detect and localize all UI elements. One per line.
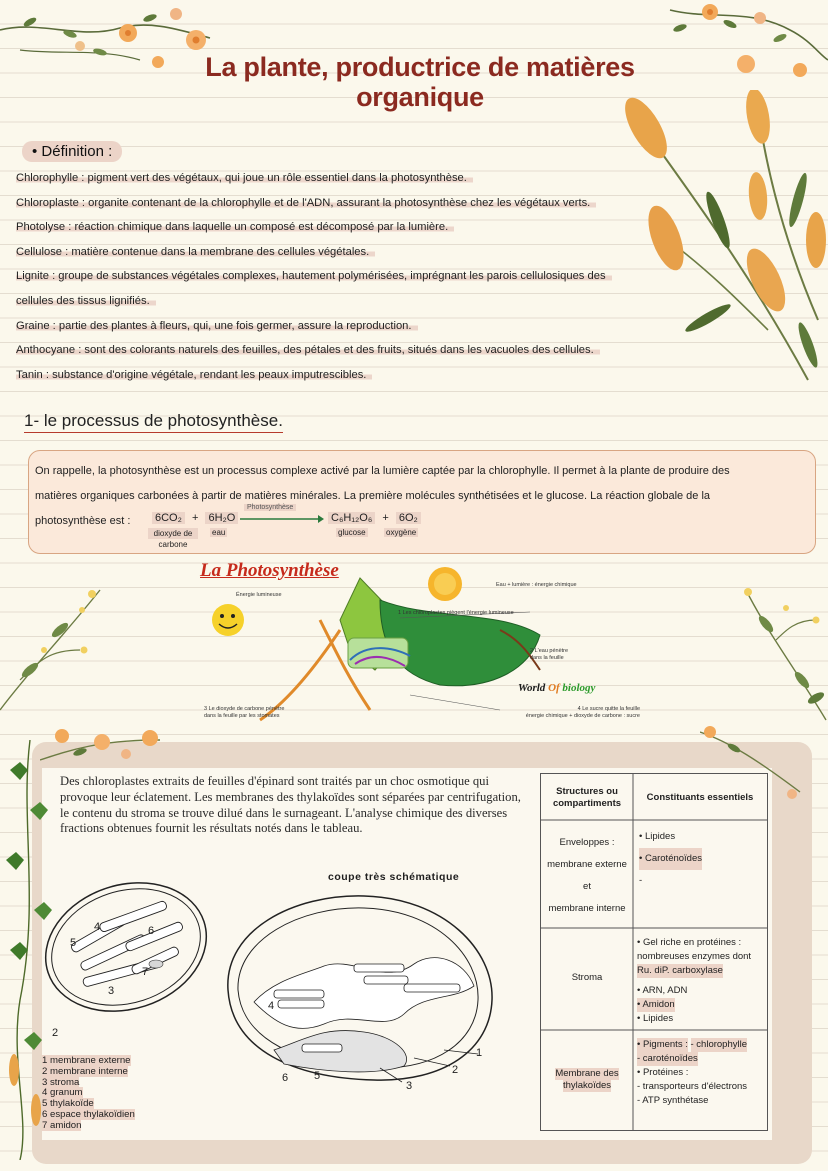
definition-item: Chloroplaste : organite contenant de la chlorophylle et de l'ADN, assurant la photosynthèse chez les végétaux verts. — [16, 191, 676, 216]
large-label-1: 1 — [476, 1047, 483, 1059]
legend-item: 4 granum — [42, 1087, 83, 1099]
illustration-title: La Photosynthèse — [200, 560, 339, 581]
definition-item: Photolyse : réaction chimique dans laquelle un composé est décomposé par la lumière. — [16, 215, 676, 240]
equation-products — [328, 512, 421, 524]
equation-o2: 6O₂ — [396, 512, 421, 524]
diagram-legend — [42, 1056, 135, 1132]
equation-co2: 6CO₂ — [152, 512, 185, 524]
intro-line-3: photosynthèse est : — [35, 515, 131, 527]
definition-item: Graine : partie des plantes à fleurs, qui, une fois germer, assure la reproduction. — [16, 314, 676, 339]
label-step-1: 1 Les chloroplastes piègent l'énergie lumineuse — [398, 610, 514, 616]
label-step-3: 3 Le dioxyde de carbone pénètre dans la feuille par les stomates — [204, 706, 285, 719]
small-label-7: 7 — [142, 966, 149, 978]
equation-label-o2: oxygène — [386, 528, 417, 537]
results-table — [540, 773, 768, 1131]
small-label-6: 6 — [148, 925, 155, 937]
legend-item: 1 membrane externe — [42, 1055, 131, 1066]
legend-item: 6 espace thylakoïdien — [42, 1108, 135, 1120]
table-header-constituents: Constituants essentiels — [646, 792, 754, 803]
chloroplast-small-diagram — [38, 872, 214, 1022]
table-row-envelopes-label: Enveloppes : membrane externe et membrane interne — [547, 837, 627, 914]
table-row-thylakoid-label: Membrane des thylakoïdes — [555, 1068, 619, 1091]
page-title-line-2: organique — [356, 82, 484, 112]
small-label-4: 4 — [94, 921, 101, 933]
legend-item: 5 thylakoïde — [42, 1098, 94, 1110]
equation-plus: + — [191, 512, 199, 524]
definition-list — [16, 166, 676, 387]
schema-label: coupe très schématique — [328, 871, 460, 883]
large-label-2: 2 — [452, 1064, 459, 1076]
large-label-4: 4 — [268, 1000, 275, 1012]
large-label-5: 5 — [314, 1070, 321, 1082]
intro-line-2: matières organiques carbonées à partir de matières minérales. La première molécules synthétisées et le glucose. La réaction globale de la — [35, 490, 711, 502]
legend-item: 7 amidon — [42, 1119, 82, 1131]
large-label-6: 6 — [282, 1072, 289, 1084]
definition-item: Tanin : substance d'origine végétale, rendant les peaux imputrescibles. — [16, 363, 676, 388]
label-step-4: 4 Le sucre quitte la feuille énergie chimique + dioxyde de carbone : sucre — [525, 706, 640, 719]
label-energy: Énergie lumineuse — [236, 592, 282, 598]
branch-right-middle-decoration — [736, 580, 828, 730]
equation-label-glucose: glucose — [338, 528, 366, 537]
equation-h2o: 6H₂O — [205, 512, 238, 524]
large-label-3: 3 — [406, 1080, 413, 1092]
legend-item: 2 membrane interne — [42, 1065, 128, 1077]
definition-item: cellules des tissus lignifiés. — [16, 289, 676, 314]
definition-heading: • Définition : — [22, 141, 122, 162]
table-row-envelopes-values: • Lipides • Caroténoïdes - — [639, 831, 703, 886]
table-row-stroma-label: Stroma — [571, 972, 603, 983]
definition-item: Chlorophylle : pigment vert des végétaux, qui joue un rôle essentiel dans la photosynthèse. — [16, 166, 676, 191]
section-heading-photosynthesis: 1- le processus de photosynthèse. — [24, 411, 283, 433]
table-row-stroma-values: • Gel riche en protéines : nombreuses enzymes dont Ru. diP. carboxylase • ARN, ADN • Amidon • Lipides — [637, 937, 752, 1024]
intro-line-1: On rappelle, la photosynthèse est un processus complexe activé par la lumière captée par la chlorophylle. Il permet à la plante de produire des — [35, 465, 730, 477]
equation-arrow — [240, 514, 324, 524]
label-step-2: 2 L'eau pénètre dans la feuille — [530, 648, 569, 661]
page-title — [150, 52, 690, 112]
legend-item: 3 stroma — [42, 1076, 80, 1088]
page-title-line-1: La plante, productrice de matières — [205, 52, 635, 82]
small-label-3: 3 — [108, 985, 115, 997]
equation-arrow-label: Photosynthèse — [244, 504, 296, 511]
intro-box — [28, 450, 816, 554]
branch-left-middle-decoration — [0, 580, 110, 720]
small-label-5: 5 — [70, 937, 77, 949]
equation-label-h2o: eau — [212, 528, 226, 537]
equation — [152, 512, 238, 524]
table-row-thylakoid-values: • Pigments : - chlorophylle - caroténoïdes • Protéines : - transporteurs d'électrons - ATP synthétase — [637, 1039, 748, 1106]
photosynthesis-illustration — [200, 560, 640, 730]
label-top: Eau + lumière : énergie chimique — [496, 582, 577, 588]
definition-item: Anthocyane : sont des colorants naturels des feuilles, des pétales et des fruits, situés dans les vacuoles des cellules. — [16, 338, 676, 363]
table-header-structures: Structures ou compartiments — [552, 786, 622, 809]
equation-plus: + — [382, 512, 389, 524]
small-label-2: 2 — [52, 1027, 59, 1039]
equation-label-co2: dioxyde de carbone — [148, 528, 198, 550]
equation-glucose: C₆H₁₂O₆ — [328, 512, 375, 524]
experiment-description: Des chloroplastes extraits de feuilles d'épinard sont traités par un choc osmotique qui provoque leur éclatement. Les membranes des thylakoïdes sont séparées par centrifugation, le contenu du stroma se trouve dilué dans le surnageant. L'analyse chimique des diverses fractions obtenues fournit les résultats notés dans le tableau. — [60, 774, 521, 836]
definition-item: Cellulose : matière contenue dans la membrane des cellules végétales. — [16, 240, 676, 265]
definition-item: Lignite : groupe de substances végétales complexes, hautement polymérisées, imprégnant les parois cellulosiques des — [16, 264, 676, 289]
world-of-biology-logo: World Of biology — [518, 682, 596, 694]
chloroplast-large-diagram — [214, 890, 500, 1086]
